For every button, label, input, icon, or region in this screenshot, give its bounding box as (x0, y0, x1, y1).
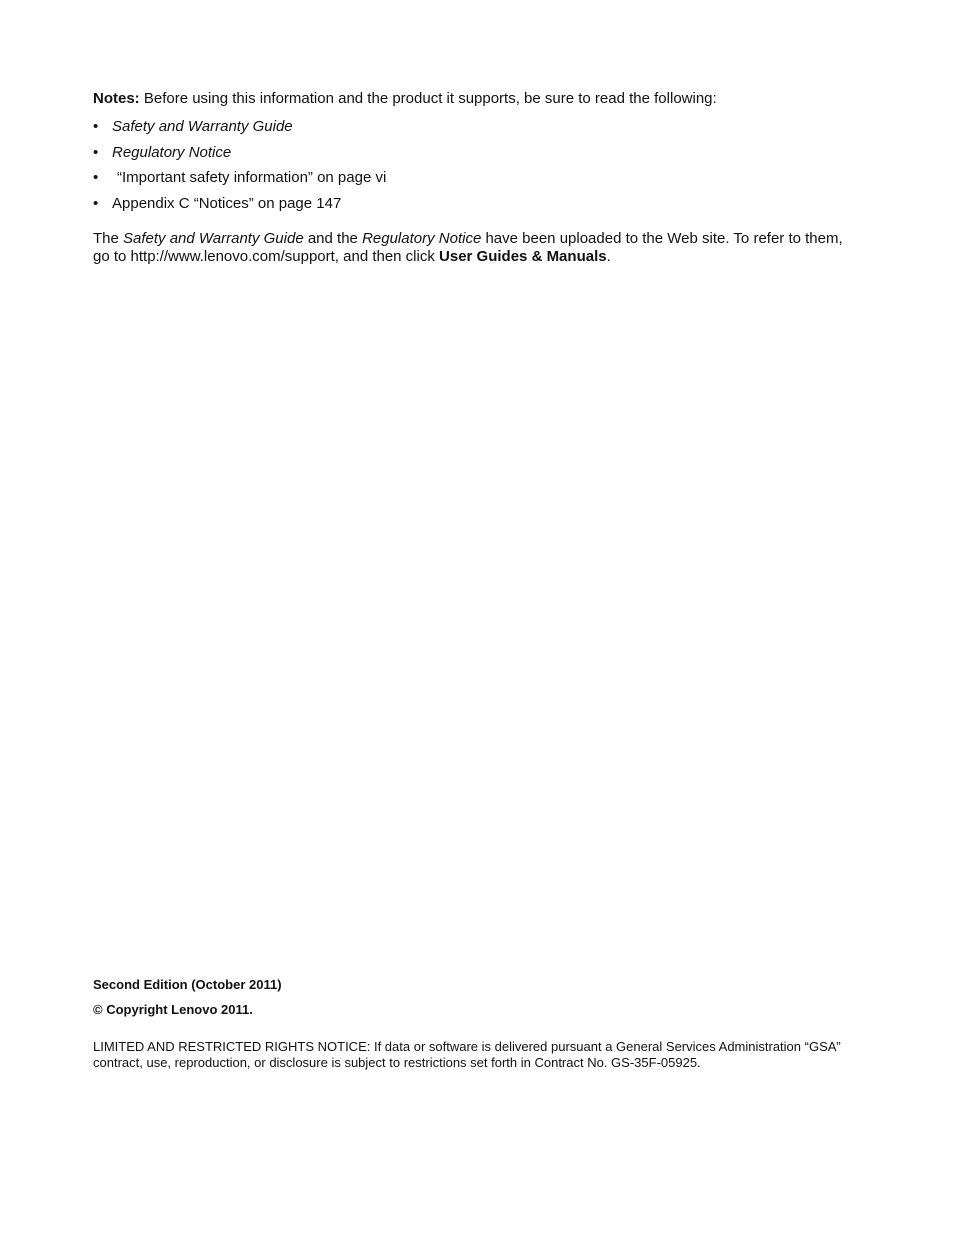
notes-text: Before using this information and the product it supports, be sure to read the following: (143, 90, 717, 107)
list-item (93, 143, 853, 169)
list-item (93, 117, 853, 143)
notes-label: Notes: (93, 90, 140, 107)
regulatory-notice-ref: Regulatory Notice (362, 230, 482, 247)
reference-list (93, 117, 853, 219)
list-item (93, 168, 853, 194)
important-safety-info-link[interactable]: “Important safety information” on page vi (117, 169, 387, 186)
bullet-marker: • (93, 118, 99, 135)
user-guides-manuals-label: User Guides & Manuals (439, 248, 607, 265)
rights-notice: LIMITED AND RESTRICTED RIGHTS NOTICE: If data or software is delivered pursuant a General Services Administration “GSA” contract, use, reproduction, or disclosure is subject to restrictions set forth in Contract No. GS-35F-05925. (93, 1039, 841, 1070)
paragraph-text: The (93, 230, 124, 247)
paragraph-text: have been uploaded to the Web site. To refer to them, go to http://www.lenovo.com/support, and then click (93, 230, 843, 265)
support-paragraph (93, 230, 853, 266)
regulatory-notice-title: Regulatory Notice (112, 143, 232, 161)
appendix-notices-link[interactable]: Appendix C “Notices” on page 147 (112, 194, 342, 212)
paragraph-text: . (606, 248, 611, 265)
safety-guide-ref: Safety and Warranty Guide (123, 230, 304, 247)
bullet-marker: • (93, 143, 99, 161)
bullet-marker: • (93, 169, 99, 186)
edition-statement: Second Edition (October 2011) (93, 977, 282, 992)
bullet-marker: • (93, 194, 99, 212)
safety-warranty-guide-title: Safety and Warranty Guide (112, 118, 293, 135)
list-item (93, 194, 853, 220)
copyright-statement: © Copyright Lenovo 2011. (93, 1002, 253, 1017)
paragraph-text: and the (303, 230, 363, 247)
notes-line (93, 89, 873, 108)
